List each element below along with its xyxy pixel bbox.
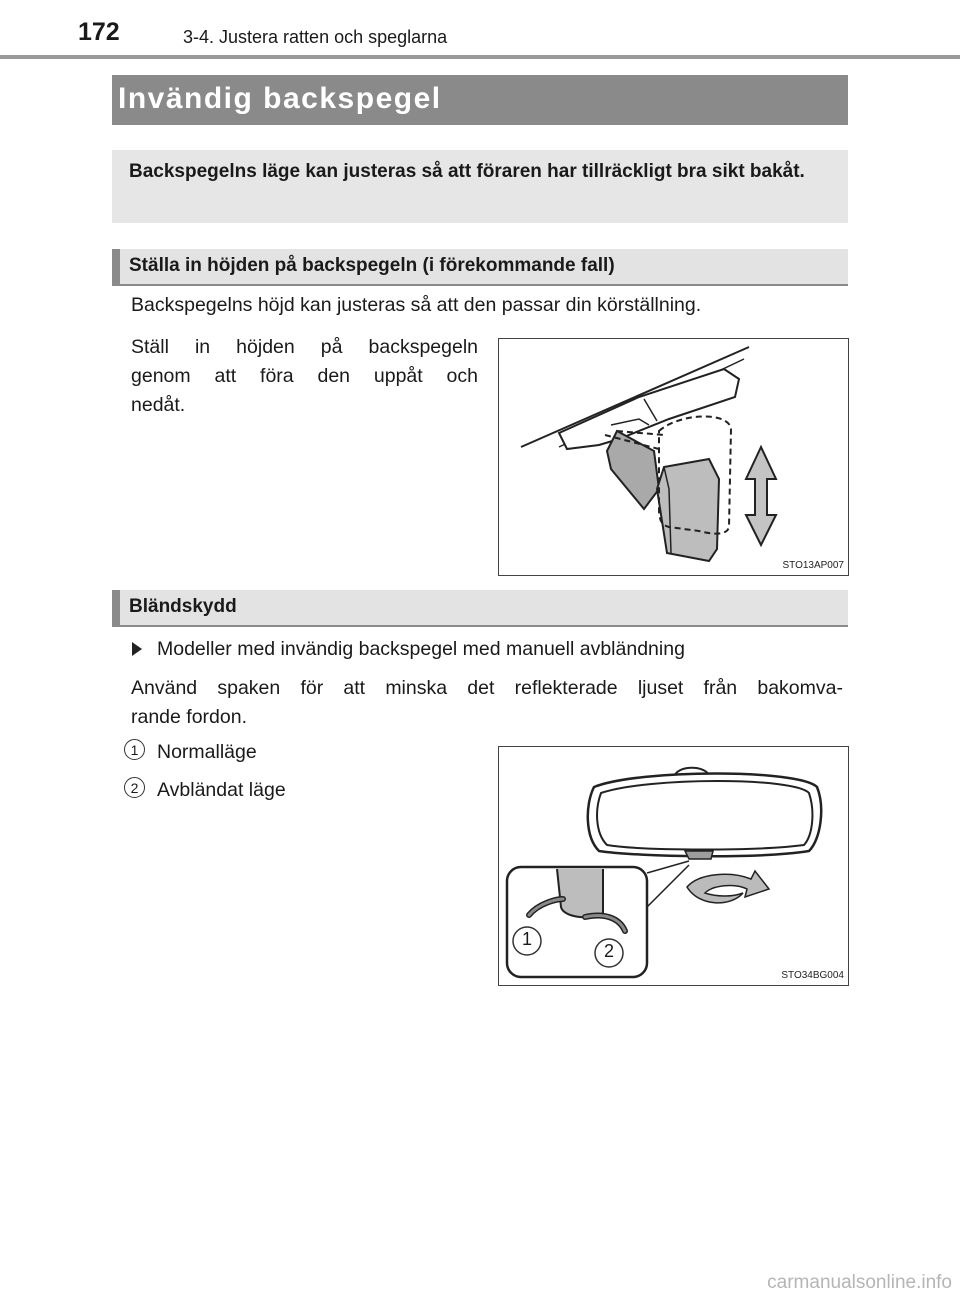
page-number: 172 xyxy=(78,18,120,46)
item-label-antiglare: Avbländat läge xyxy=(157,779,286,801)
figure-code: STO34BG004 xyxy=(781,970,844,981)
description-line: Använd spaken för att minska det reflekterade ljuset från bakomva- xyxy=(131,677,843,699)
antiglare-illustration xyxy=(499,747,848,985)
item-label-normal: Normalläge xyxy=(157,741,257,763)
instruction-line: genom att föra den uppåt och xyxy=(131,365,478,387)
chapter-title: 3-4. Justera ratten och speglarna xyxy=(183,27,448,47)
height-instruction xyxy=(131,333,478,420)
heading-marker xyxy=(112,590,120,625)
height-description: Backspegelns höjd kan justeras så att den passar din körställning. xyxy=(131,294,702,316)
section-heading-text: Ställa in höjden på backspegeln (i förekommande fall) xyxy=(129,255,615,276)
figure-antiglare-lever xyxy=(498,746,849,986)
section-heading-antiglare xyxy=(112,590,848,627)
description-line: rande fordon. xyxy=(131,706,248,728)
antiglare-description xyxy=(131,674,843,732)
header-rule xyxy=(0,55,960,59)
figure-code: STO13AP007 xyxy=(782,560,844,571)
instruction-line: nedåt. xyxy=(131,394,186,416)
bullet-triangle-icon xyxy=(132,642,142,656)
model-bullet: Modeller med invändig backspegel med manuell avbländning xyxy=(157,638,685,660)
inset-callout-2: 2 xyxy=(603,941,614,961)
figure-mirror-height xyxy=(498,338,849,576)
page-title: Invändig backspegel xyxy=(118,82,442,115)
heading-marker xyxy=(112,249,120,284)
watermark: carmanualsonline.info xyxy=(767,1272,952,1293)
callout-number-2: 2 xyxy=(124,777,145,798)
intro-text: Backspegelns läge kan justeras så att föraren har tillräckligt bra sikt bakåt. xyxy=(129,161,805,182)
instruction-line: Ställ in höjden på backspegeln xyxy=(131,336,478,358)
section-heading-text: Bländskydd xyxy=(129,596,237,617)
mirror-height-illustration xyxy=(499,339,848,575)
section-heading-height xyxy=(112,249,848,286)
callout-number-1: 1 xyxy=(124,739,145,760)
inset-callout-1: 1 xyxy=(521,929,532,949)
